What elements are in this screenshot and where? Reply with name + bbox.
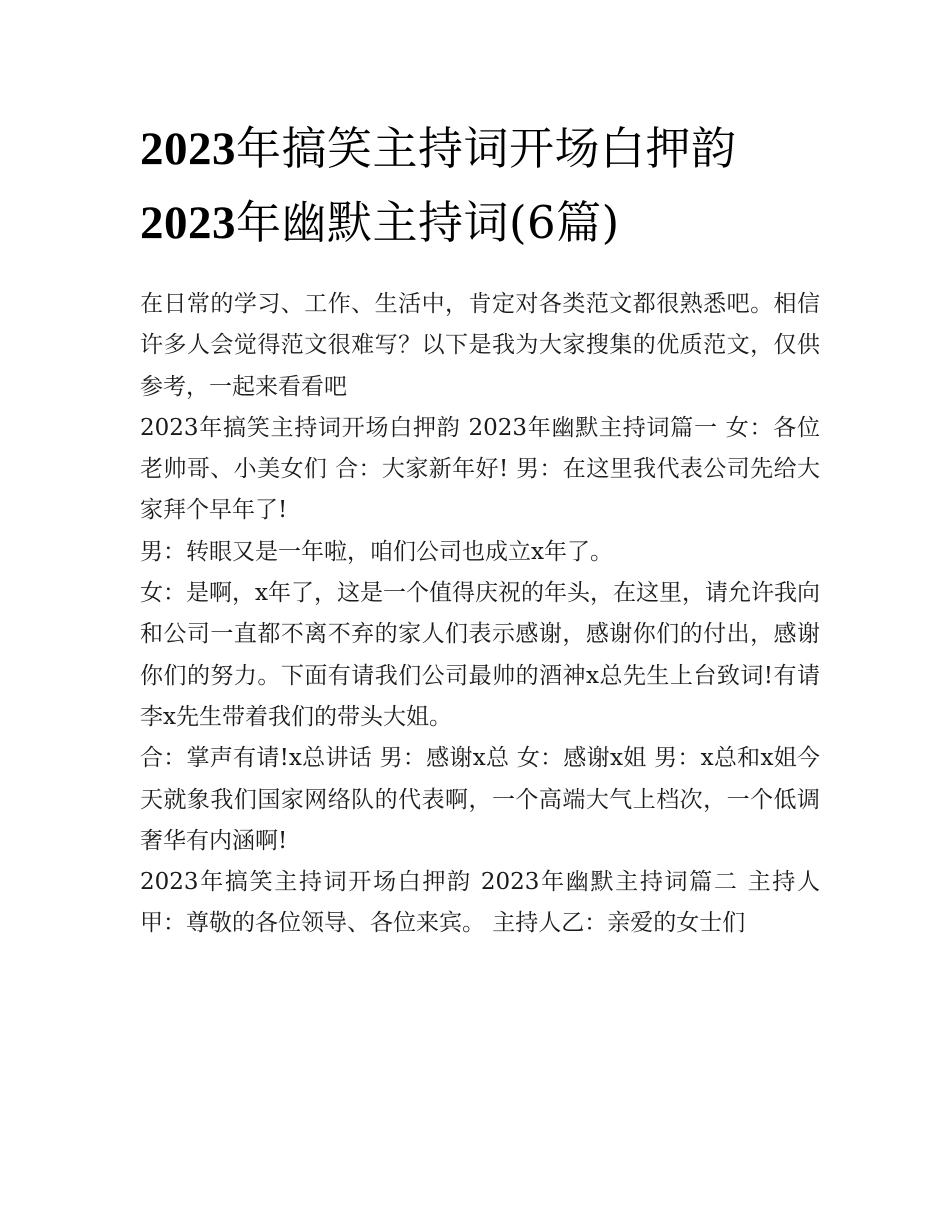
title-line-2 bbox=[140, 186, 820, 260]
title-line-1 bbox=[140, 112, 820, 186]
title-text: 年幽默主持词(6篇) bbox=[236, 196, 620, 249]
title-year: 2023 bbox=[140, 197, 236, 249]
section-one-paragraph: 2023年搞笑主持词开场白押韵 2023年幽默主持词篇一 女：各位老帅哥、小美女们 合：大家新年好! 男：在这里我代表公司先给大家拜个早年了! bbox=[140, 414, 820, 524]
section-two-paragraph: 2023年搞笑主持词开场白押韵 2023年幽默主持词篇二 主持人甲：尊敬的各位领导、各位来宾。 主持人乙：亲爱的女士们 bbox=[140, 869, 820, 937]
document-page bbox=[140, 112, 820, 945]
document-body bbox=[140, 284, 820, 945]
dialogue-paragraph: 合：掌声有请!x总讲话 男：感谢x总 女：感谢x姐 男：x总和x姐今天就象我们国家网络队的代表啊，一个高端大气上档次，一个低调奢华有内涵啊! bbox=[140, 745, 820, 854]
title-text: 年搞笑主持词开场白押韵 bbox=[236, 122, 737, 175]
dialogue-paragraph: 男：转眼又是一年啦，咱们公司也成立x年了。 bbox=[140, 538, 613, 565]
title-year: 2023 bbox=[140, 123, 236, 175]
dialogue-paragraph: 女：是啊，x年了，这是一个值得庆祝的年头，在这里，请允许我向和公司一直都不离不弃的家人们表示感谢，感谢你们的付出，感谢你们的努力。下面有请我们公司最帅的酒神x总先生上台致词!有请李x先生带着我们的带头大姐。 bbox=[140, 580, 820, 730]
intro-paragraph: 在日常的学习、工作、生活中，肯定对各类范文都很熟悉吧。相信许多人会觉得范文很难写？以下是我为大家搜集的优质范文，仅供参考，一起来看看吧 bbox=[140, 291, 820, 400]
document-title bbox=[140, 112, 820, 260]
